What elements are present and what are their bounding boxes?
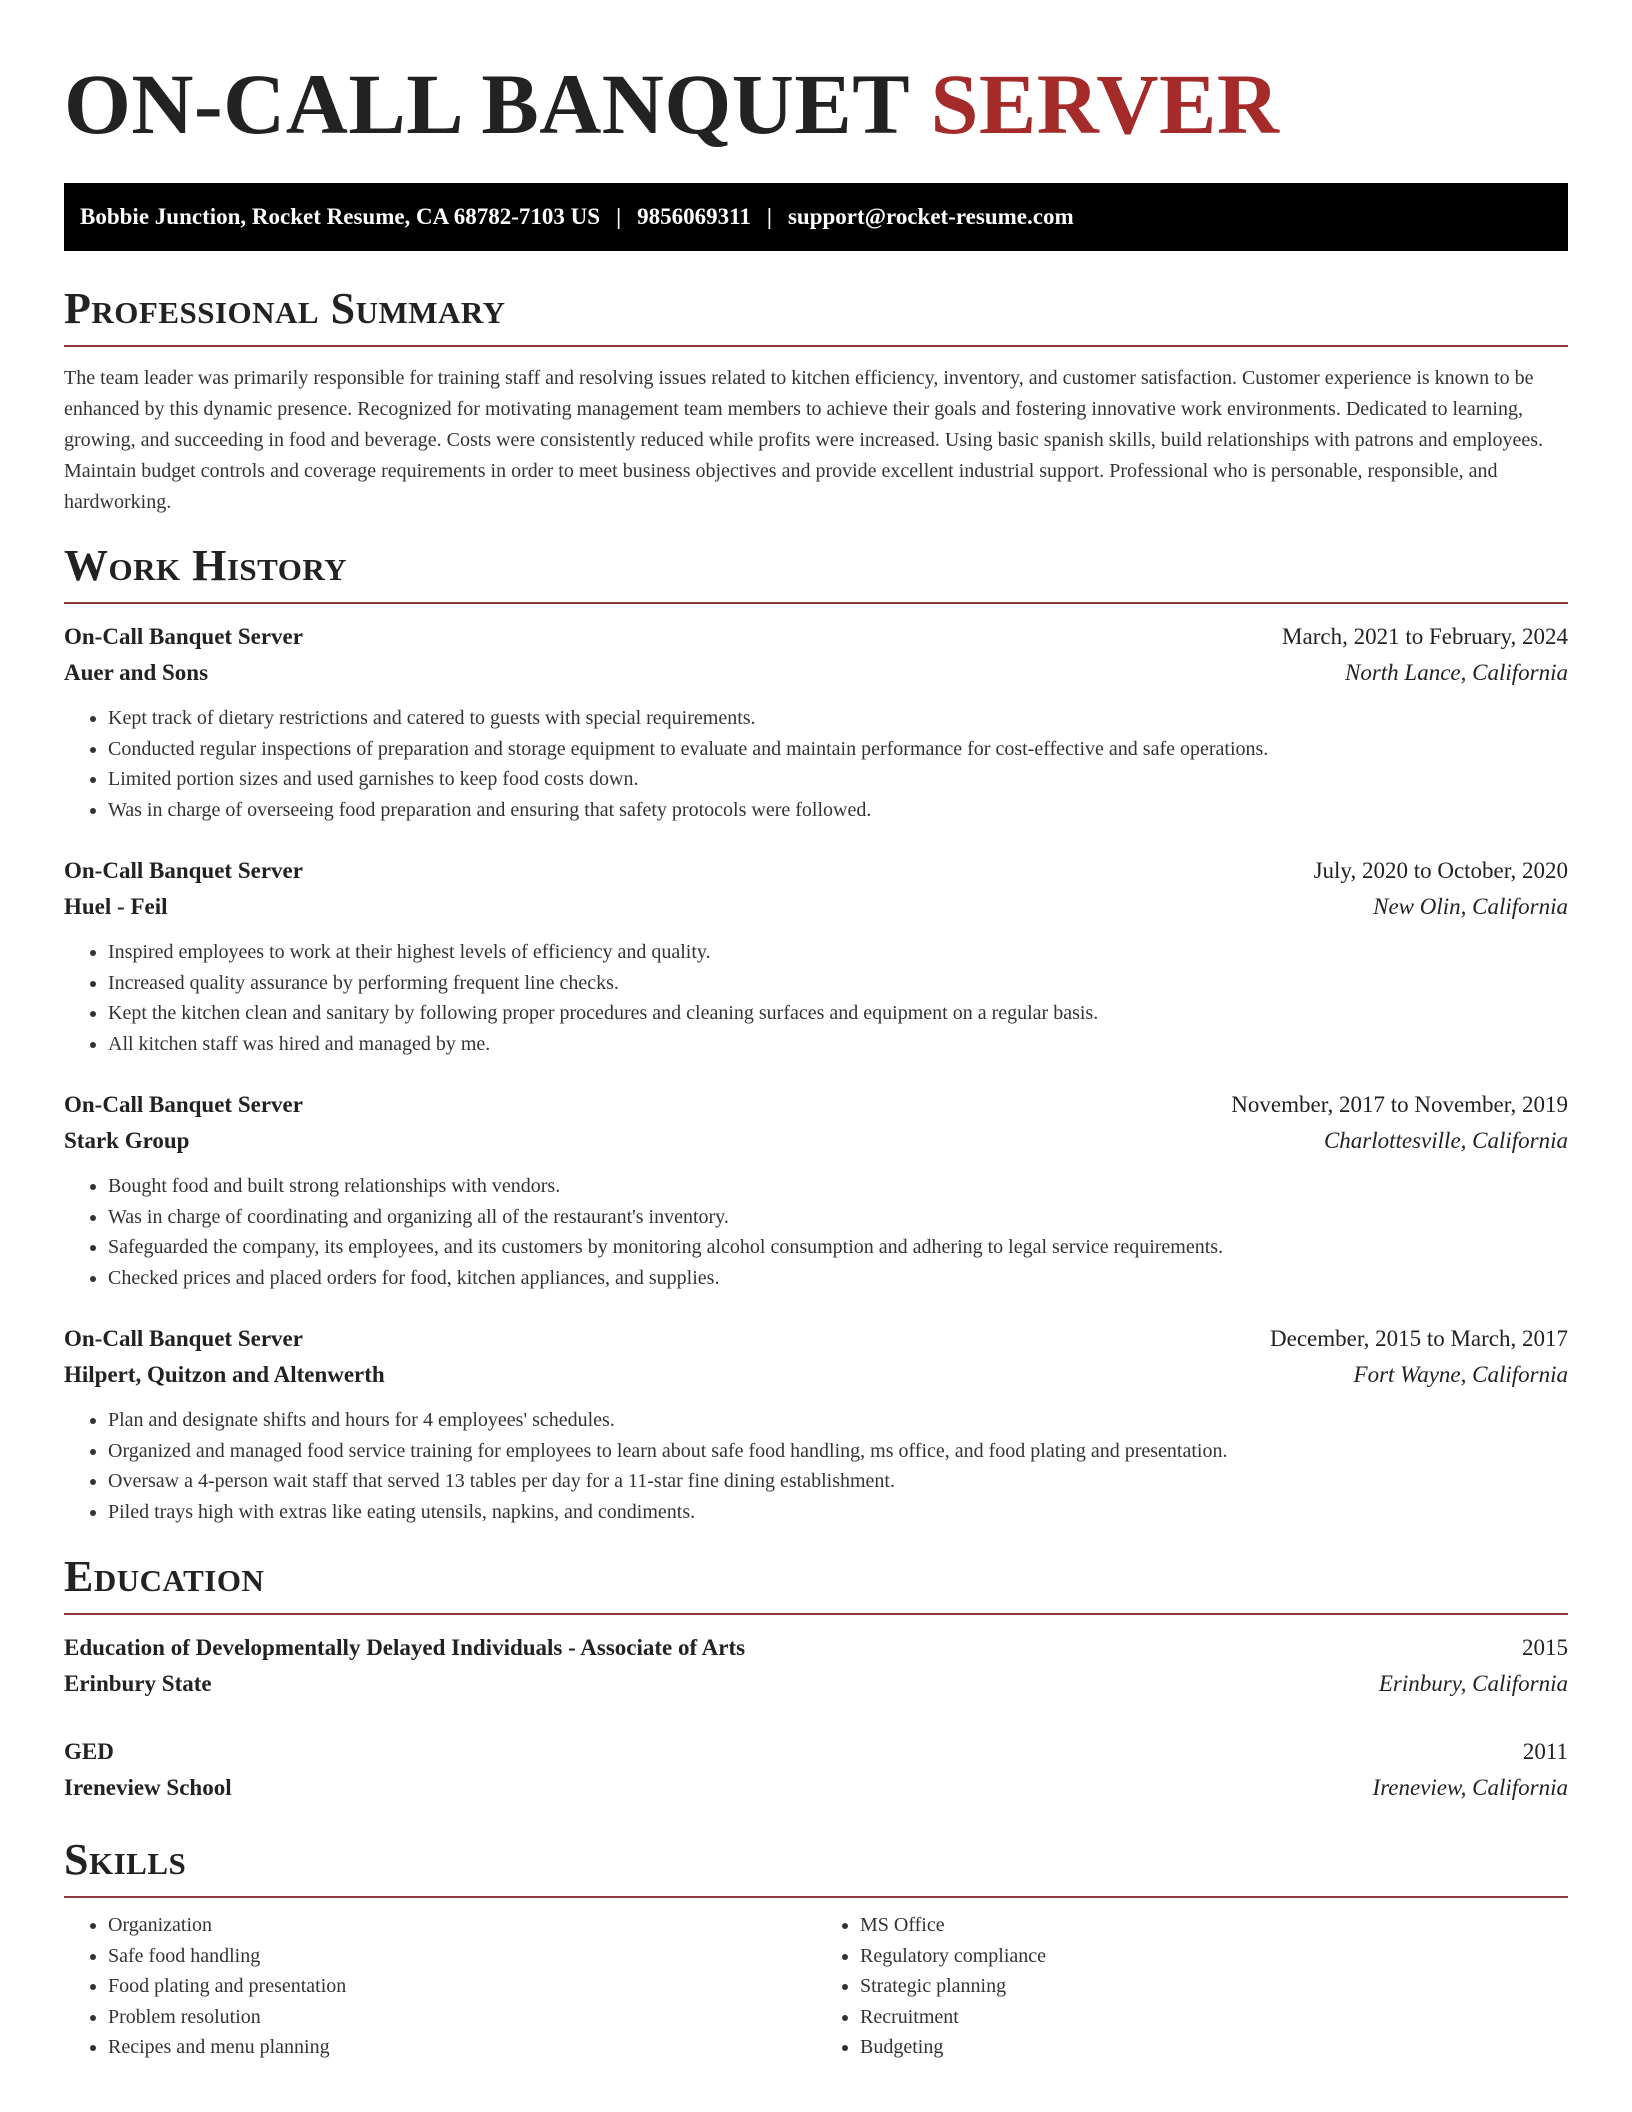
job-location: North Lance, California: [1345, 660, 1568, 685]
education-entry: [64, 1734, 1568, 1806]
job-company-row: [64, 889, 1568, 925]
job-title: On-Call Banquet Server: [64, 1092, 303, 1117]
resume-title: [64, 0, 1568, 150]
job-company: Stark Group: [64, 1128, 190, 1153]
job-company-row: [64, 1357, 1568, 1393]
list-item: • Checked prices and placed orders for food, kitchen appliances, and supplies.: [108, 1263, 1568, 1294]
title-main: ON-CALL BANQUET: [64, 56, 931, 152]
skill-item: • Regulatory compliance: [860, 1941, 1568, 1972]
job-company-row: [64, 1123, 1568, 1159]
contact-separator: |: [766, 204, 772, 229]
job-dates: March, 2021 to February, 2024: [1282, 624, 1568, 649]
list-item: • Organized and managed food service training for employees to learn about safe food handling, ms office, and food plating and presentation.: [108, 1436, 1568, 1467]
job-header-row: [64, 853, 1568, 889]
job-dates: July, 2020 to October, 2020: [1313, 858, 1568, 883]
education-year: 2011: [1522, 1739, 1568, 1764]
job-entry: [64, 619, 1568, 825]
list-item: • Conducted regular inspections of preparation and storage equipment to evaluate and maintain performance for cost-effective and safe operations.: [108, 734, 1568, 765]
job-entry: [64, 1087, 1568, 1293]
list-item: • All kitchen staff was hired and managed by me.: [108, 1029, 1568, 1060]
contact-bar: [64, 183, 1568, 251]
education-degree: GED: [64, 1739, 114, 1764]
contact-email: support@rocket-resume.com: [787, 204, 1074, 229]
job-company-row: [64, 655, 1568, 691]
job-entry: [64, 853, 1568, 1059]
job-location: Charlottesville, California: [1323, 1128, 1568, 1153]
section-divider: [64, 345, 1568, 347]
education-location: Erinbury, California: [1378, 1671, 1568, 1696]
education-school: Erinbury State: [64, 1671, 212, 1696]
job-duties-list: [64, 1405, 1568, 1527]
job-location: Fort Wayne, California: [1353, 1362, 1568, 1387]
job-header-row: [64, 619, 1568, 655]
education-school: Ireneview School: [64, 1775, 232, 1800]
job-duties-list: [64, 1171, 1568, 1293]
contact-phone: 9856069311: [637, 204, 751, 229]
contact-address: Bobbie Junction, Rocket Resume, CA 68782-7103 US: [80, 204, 601, 229]
list-item: • Bought food and built strong relationships with vendors.: [108, 1171, 1568, 1202]
title-accent: SERVER: [930, 56, 1280, 152]
list-item: • Kept track of dietary restrictions and catered to guests with special requirements.: [108, 703, 1568, 734]
skill-item: • Recruitment: [860, 2002, 1568, 2033]
section-heading: Skills: [64, 1835, 187, 1884]
work-history-section: [64, 542, 1568, 1527]
job-location: New Olin, California: [1373, 894, 1568, 919]
education-school-row: [64, 1770, 1568, 1806]
job-dates: December, 2015 to March, 2017: [1270, 1326, 1568, 1351]
job-company: Auer and Sons: [64, 660, 209, 685]
list-item: • Was in charge of coordinating and organizing all of the restaurant's inventory.: [108, 1202, 1568, 1233]
list-item: • Kept the kitchen clean and sanitary by following proper procedures and cleaning surfaces and equipment on a regular basis.: [108, 998, 1568, 1029]
section-divider: [64, 602, 1568, 604]
skill-item: • Strategic planning: [860, 1971, 1568, 2002]
education-year: 2015: [1522, 1635, 1568, 1660]
education-entry: [64, 1630, 1568, 1702]
education-header-row: [64, 1734, 1568, 1770]
skill-item: • Organization: [108, 1910, 816, 1941]
list-item: • Limited portion sizes and used garnishes to keep food costs down.: [108, 764, 1568, 795]
skill-item: • Problem resolution: [108, 2002, 816, 2033]
job-header-row: [64, 1321, 1568, 1357]
skill-item: • Safe food handling: [108, 1941, 816, 1972]
job-title: On-Call Banquet Server: [64, 624, 303, 649]
contact-separator: |: [616, 204, 622, 229]
skill-item: • MS Office: [860, 1910, 1568, 1941]
skills-grid: [64, 1910, 1568, 2063]
skill-item: • Food plating and presentation: [108, 1971, 816, 2002]
skills-section: [64, 1836, 1568, 2063]
job-duties-list: [64, 703, 1568, 825]
section-divider: [64, 1613, 1568, 1615]
list-item: • Inspired employees to work at their highest levels of efficiency and quality.: [108, 937, 1568, 968]
summary-section: [64, 285, 1568, 518]
list-item: • Safeguarded the company, its employees, and its customers by monitoring alcohol consumption and adhering to legal service requirements.: [108, 1232, 1568, 1263]
skills-list-right: [816, 1910, 1568, 2063]
section-heading: Work History: [64, 541, 348, 590]
summary-text: The team leader was primarily responsible for training staff and resolving issues related to kitchen efficiency, inventory, and customer satisfaction. Customer experience is known to be enhanced by this dynamic presence. Recognized for motivating management team members to achieve their goals and fostering innovative work environments. Dedicated to learning, growing, and succeeding in food and beverage. Costs were consistently reduced while profits were increased. Using basic spanish skills, build relationships with patrons and employees. Maintain budget controls and coverage requirements in order to meet business objectives and provide excellent industrial support. Professional who is personable, responsible, and hardworking.: [64, 367, 1544, 513]
list-item: • Piled trays high with extras like eating utensils, napkins, and condiments.: [108, 1497, 1568, 1528]
list-item: • Was in charge of overseeing food preparation and ensuring that safety protocols were followed.: [108, 795, 1568, 826]
job-dates: November, 2017 to November, 2019: [1231, 1092, 1568, 1117]
education-degree: Education of Developmentally Delayed Individuals - Associate of Arts: [64, 1635, 746, 1660]
list-item: • Increased quality assurance by performing frequent line checks.: [108, 968, 1568, 999]
education-school-row: [64, 1666, 1568, 1702]
list-item: • Oversaw a 4-person wait staff that served 13 tables per day for a 11-star fine dining establishment.: [108, 1466, 1568, 1497]
section-heading: Professional Summary: [64, 284, 506, 333]
job-company: Huel - Feil: [64, 894, 168, 919]
job-company: Hilpert, Quitzon and Altenwerth: [64, 1362, 385, 1387]
section-heading: Education: [64, 1552, 265, 1601]
education-header-row: [64, 1630, 1568, 1666]
job-duties-list: [64, 937, 1568, 1059]
job-title: On-Call Banquet Server: [64, 858, 303, 883]
education-location: Ireneview, California: [1372, 1775, 1568, 1800]
education-section: [64, 1553, 1568, 1806]
job-header-row: [64, 1087, 1568, 1123]
job-title: On-Call Banquet Server: [64, 1326, 303, 1351]
skill-item: • Recipes and menu planning: [108, 2032, 816, 2063]
skill-item: • Budgeting: [860, 2032, 1568, 2063]
job-entry: [64, 1321, 1568, 1527]
section-divider: [64, 1896, 1568, 1898]
skills-list-left: [64, 1910, 816, 2063]
list-item: • Plan and designate shifts and hours for 4 employees' schedules.: [108, 1405, 1568, 1436]
